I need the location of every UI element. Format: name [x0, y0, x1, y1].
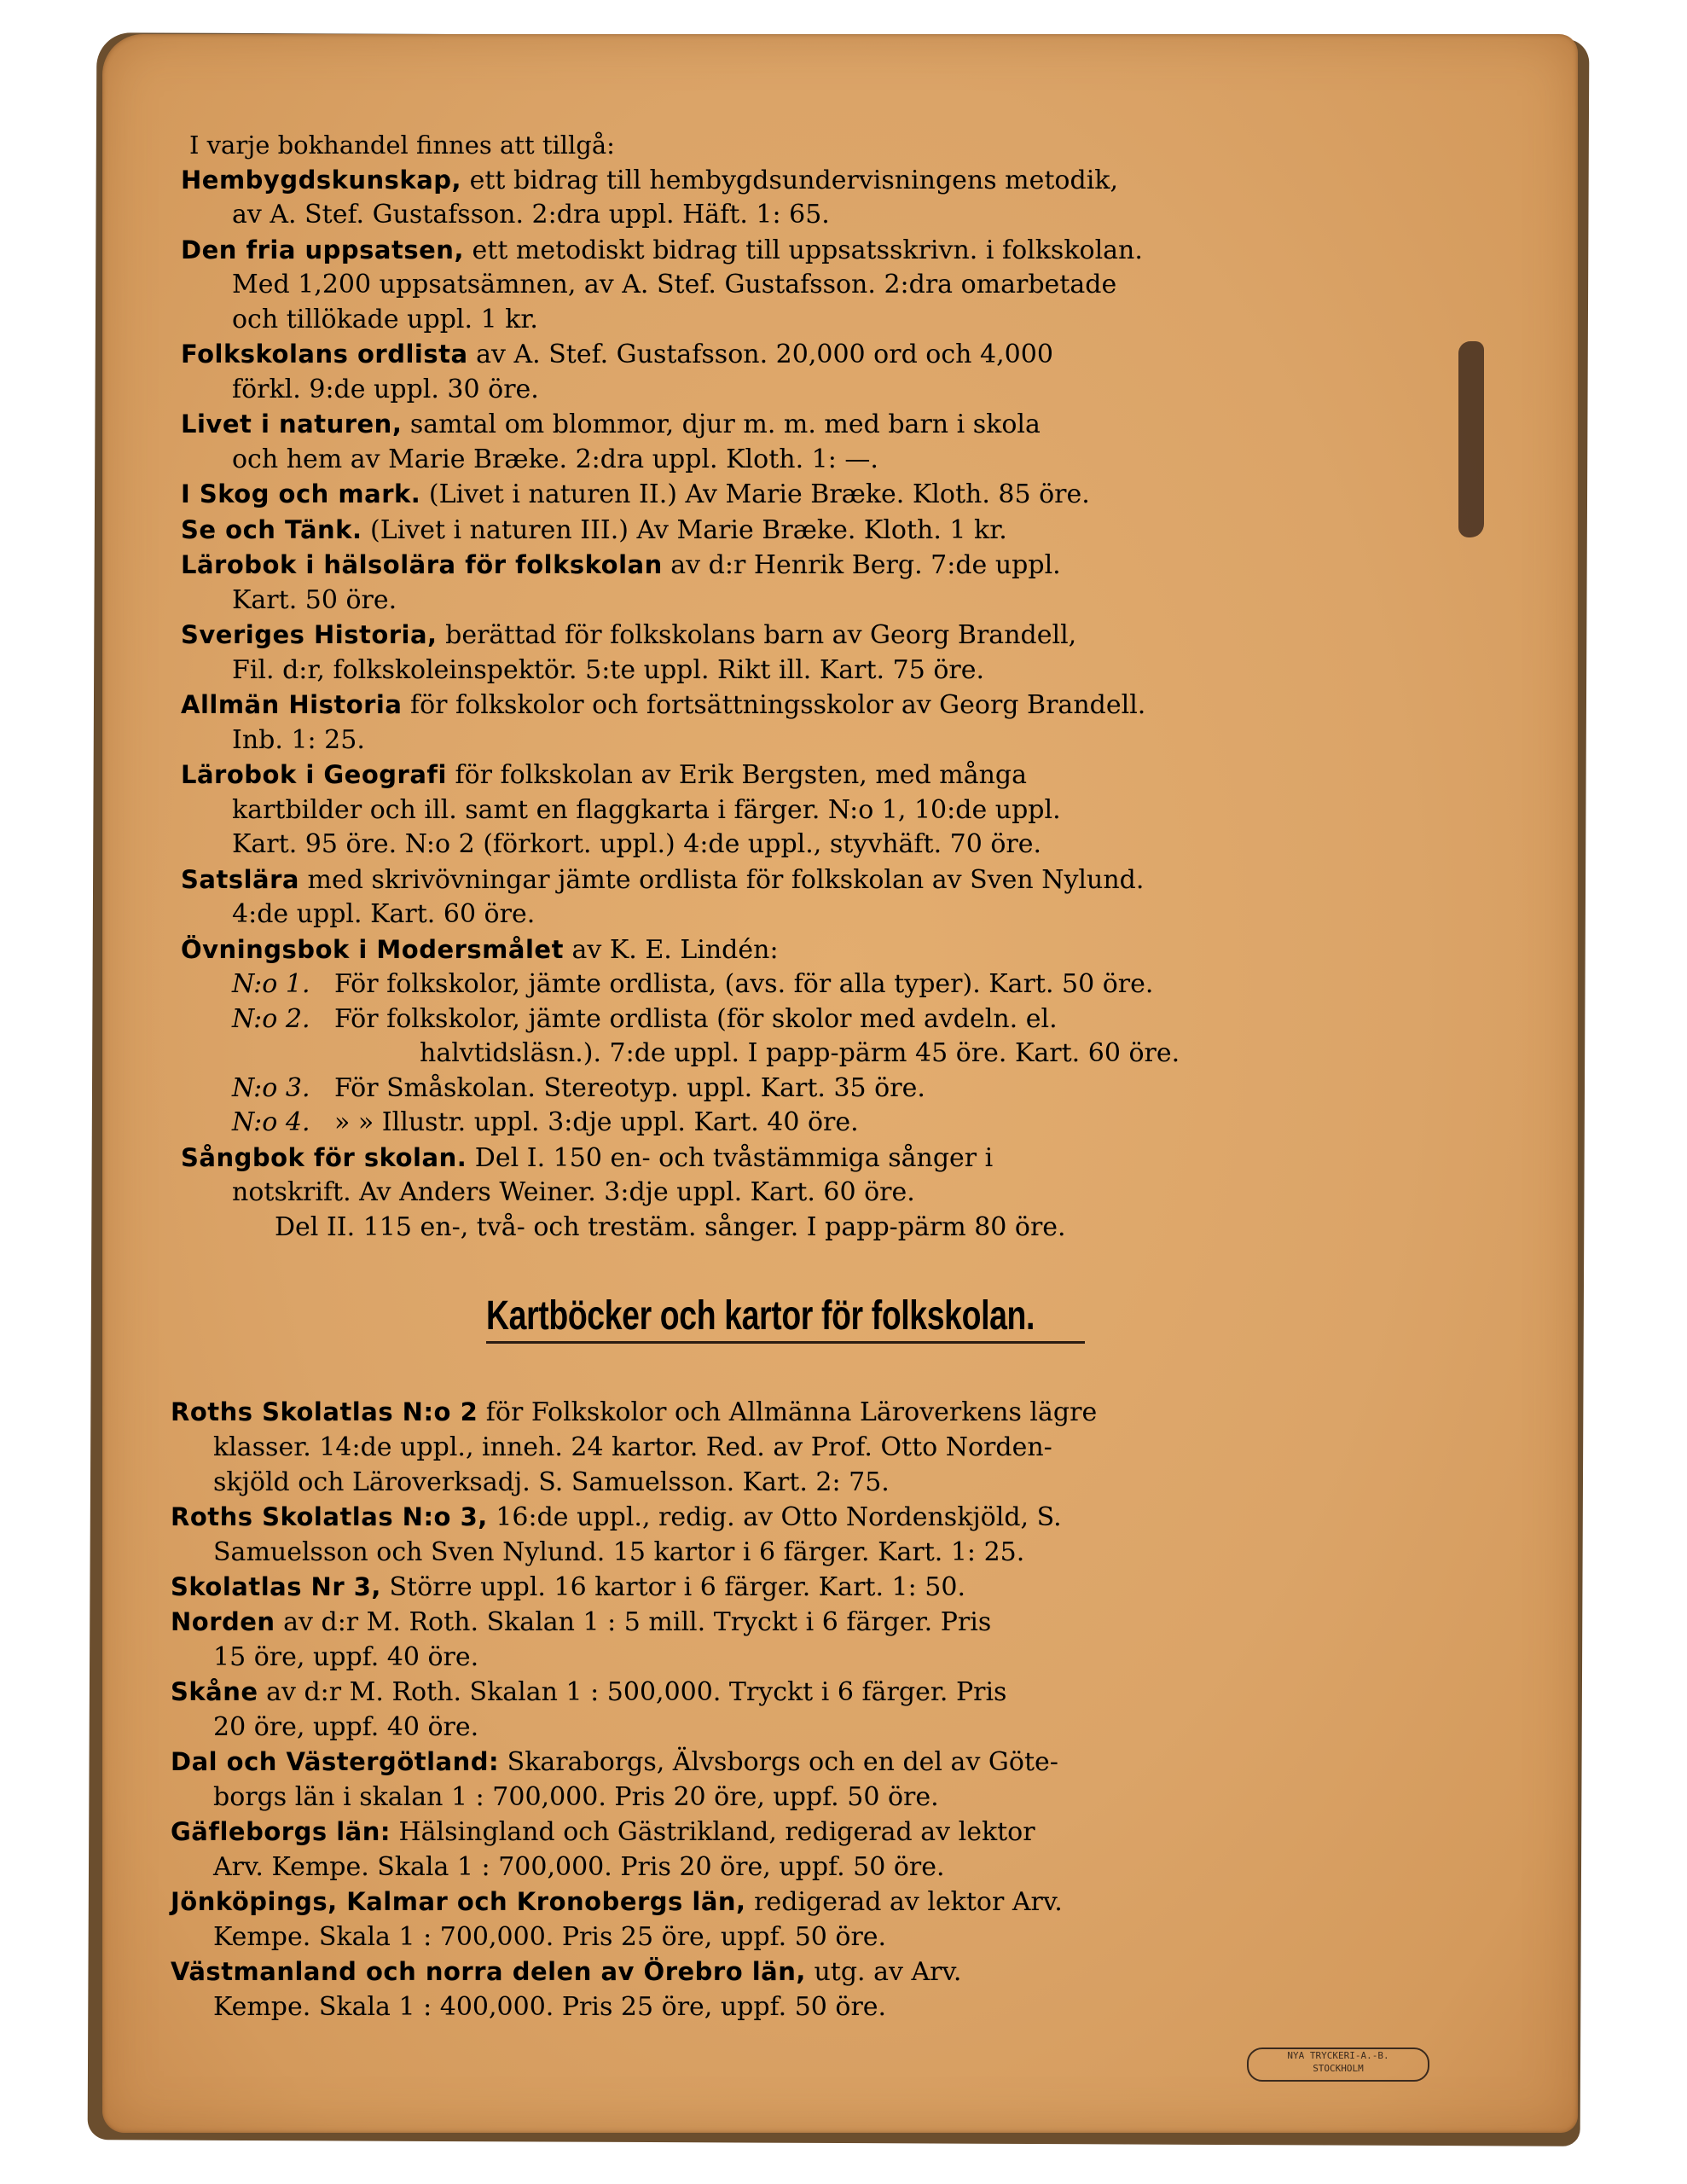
- book-cont: Kart. 50 öre.: [232, 584, 397, 615]
- map-cont: 15 öre, uppf. 40 öre.: [213, 1642, 479, 1672]
- book-entry: [181, 407, 1435, 477]
- book-text: samtal om blommor, djur m. m. med barn i skola: [409, 410, 1041, 439]
- book-cont: kartbilder och ill. samt en flaggkarta i färger. N:o 1, 10:de uppl.: [232, 794, 1061, 825]
- map-title: Västmanland och norra delen av Örebro län,: [171, 1957, 806, 1986]
- sangbok-entry: [181, 1141, 1435, 1246]
- volume-cont: halvtidsläsn.). 7:de uppl. I papp-pärm 45 öre. Kart. 60 öre.: [420, 1038, 1180, 1068]
- map-text: redigerad av lektor Arv.: [754, 1887, 1063, 1917]
- map-title: Jönköpings, Kalmar och Kronobergs län,: [171, 1887, 746, 1916]
- book-cont: av A. Stef. Gustafsson. 2:dra uppl. Häft. 1: 65.: [232, 200, 830, 229]
- ovningsbok-entry: [181, 932, 1435, 1141]
- section-heading: Kartböcker och kartor för folkskolan.: [486, 1292, 1085, 1344]
- book-entry: [181, 618, 1435, 688]
- book-title: Satslära: [181, 864, 299, 894]
- book-title: Sångbok för skolan.: [181, 1142, 467, 1172]
- volume-row: [181, 1106, 1435, 1141]
- map-list: [171, 1395, 1450, 2024]
- book-entry: [181, 758, 1435, 863]
- book-cont: Fil. d:r, folkskoleinspektör. 5:te uppl. Rikt ill. Kart. 75 öre.: [232, 654, 985, 685]
- map-entry: [171, 1885, 1450, 1955]
- volume-text: För folkskolor, jämte ordlista (för skolor med avdeln. el.: [334, 1003, 1058, 1034]
- map-entry: [171, 1675, 1450, 1745]
- map-title: Skåne: [171, 1677, 258, 1706]
- book-title: Folkskolans ordlista: [181, 340, 468, 369]
- map-cont: borgs län i skalan 1 : 700,000. Pris 20 öre, uppf. 50 öre.: [213, 1782, 939, 1812]
- book-entry: [181, 477, 1435, 513]
- map-cont: Arv. Kempe. Skala 1 : 700,000. Pris 20 öre, uppf. 50 öre.: [213, 1852, 945, 1882]
- volume-row: [181, 1072, 1435, 1107]
- map-cont: Kempe. Skala 1 : 400,000. Pris 25 öre, uppf. 50 öre.: [213, 1992, 887, 2022]
- map-entry: [171, 1395, 1450, 1500]
- book-text: (Livet i naturen III.) Av Marie Bræke. Kloth. 1 kr.: [370, 514, 1007, 545]
- book-title: Sveriges Historia,: [181, 620, 438, 649]
- map-title: Roths Skolatlas N:o 3,: [171, 1502, 488, 1531]
- map-text: av d:r M. Roth. Skalan 1 : 500,000. Tryckt i 6 färger. Pris: [266, 1677, 1007, 1707]
- map-title: Roths Skolatlas N:o 2: [171, 1397, 478, 1426]
- volume-number: N:o 4.: [232, 1107, 310, 1137]
- volume-number: N:o 3.: [232, 1072, 310, 1103]
- map-entry: [171, 1815, 1450, 1885]
- book-title: Allmän Historia: [181, 690, 403, 719]
- map-entry: [171, 1500, 1450, 1570]
- printer-city: STOCKHOLM: [1313, 2063, 1364, 2074]
- book-text: (Livet i naturen II.) Av Marie Bræke. Kloth. 85 öre.: [428, 479, 1090, 509]
- intro-line: I varje bokhandel finnes att tillgå:: [189, 131, 615, 160]
- book-cont: Inb. 1: 25.: [232, 724, 365, 755]
- map-entry: [171, 1745, 1450, 1815]
- book-cont: och tillökade uppl. 1 kr.: [232, 304, 538, 334]
- book-text: av d:r Henrik Berg. 7:de uppl.: [670, 550, 1061, 580]
- book-text: för folkskolan av Erik Bergsten, med många: [455, 760, 1028, 790]
- map-entry: [171, 1955, 1450, 2024]
- volume-text: » » Illustr. uppl. 3:dje uppl. Kart. 40 öre.: [334, 1107, 859, 1137]
- book-entry: [181, 337, 1435, 407]
- map-entry: [171, 1605, 1450, 1675]
- book-cont: 4:de uppl. Kart. 60 öre.: [232, 899, 536, 929]
- book-cont: notskrift. Av Anders Weiner. 3:dje uppl. Kart. 60 öre.: [232, 1177, 915, 1207]
- map-text: för Folkskolor och Allmänna Läroverkens lägre: [485, 1397, 1098, 1427]
- map-text: 16:de uppl., redig. av Otto Nordenskjöld, S.: [496, 1502, 1062, 1532]
- volume-row: [181, 967, 1435, 1002]
- book-cont: och hem av Marie Bræke. 2:dra uppl. Kloth. 1: —.: [232, 444, 878, 474]
- book-entry: [181, 513, 1435, 549]
- book-text: av A. Stef. Gustafsson. 20,000 ord och 4,000: [476, 340, 1053, 369]
- volume-text: För Småskolan. Stereotyp. uppl. Kart. 35 öre.: [334, 1072, 925, 1103]
- map-cont: 20 öre, uppf. 40 öre.: [213, 1712, 479, 1742]
- map-text: Hälsingland och Gästrikland, redigerad av lektor: [398, 1817, 1035, 1847]
- book-title: Lärobok i hälsolära för folkskolan: [181, 550, 663, 579]
- map-title: Dal och Västergötland:: [171, 1747, 500, 1776]
- map-text: Skaraborgs, Älvsborgs och en del av Göte-: [507, 1747, 1058, 1777]
- map-cont: skjöld och Läroverksadj. S. Samuelsson. Kart. 2: 75.: [213, 1467, 890, 1497]
- book-title: Den fria uppsatsen,: [181, 235, 464, 264]
- printer-stamp: [1247, 2048, 1429, 2082]
- map-cont: Samuelsson och Sven Nylund. 15 kartor i 6 färger. Kart. 1: 25.: [213, 1537, 1025, 1567]
- map-cont: Kempe. Skala 1 : 700,000. Pris 25 öre, uppf. 50 öre.: [213, 1922, 887, 1952]
- volume-number: N:o 2.: [232, 1003, 310, 1034]
- book-text: berättad för folkskolans barn av Georg Brandell,: [445, 620, 1077, 650]
- book-cont: Med 1,200 uppsatsämnen, av A. Stef. Gustafsson. 2:dra omarbetade: [232, 270, 1117, 299]
- book-title: Se och Tänk.: [181, 514, 362, 544]
- book-title: I Skog och mark.: [181, 479, 421, 508]
- map-cont: klasser. 14:de uppl., inneh. 24 kartor. Red. av Prof. Otto Norden-: [213, 1432, 1052, 1462]
- book-text: Del I. 150 en- och tvåstämmiga sånger i: [474, 1142, 994, 1173]
- book-entry: [181, 233, 1435, 338]
- book-entry: [181, 163, 1435, 233]
- wear-mark: [1458, 341, 1484, 537]
- book-text: ett metodiskt bidrag till uppsatsskrivn. i folkskolan.: [472, 235, 1143, 265]
- book-title: Lärobok i Geografi: [181, 760, 447, 789]
- volume-text: För folkskolor, jämte ordlista, (avs. för alla typer). Kart. 50 öre.: [334, 969, 1154, 999]
- map-title: Norden: [171, 1607, 275, 1636]
- book-cont: förkl. 9:de uppl. 30 öre.: [232, 374, 539, 404]
- printer-name: NYA TRYCKERI-A.-B.: [1287, 2050, 1389, 2061]
- book-entry: [181, 863, 1435, 932]
- book-title: Övningsbok i Modersmålet: [181, 934, 564, 964]
- map-text: av d:r M. Roth. Skalan 1 : 5 mill. Tryckt i 6 färger. Pris: [283, 1607, 992, 1637]
- book-cont: Kart. 95 öre. N:o 2 (förkort. uppl.) 4:de uppl., styvhäft. 70 öre.: [232, 829, 1042, 859]
- book-text: av K. E. Lindén:: [571, 934, 779, 965]
- book-text: med skrivövningar jämte ordlista för folkskolan av Sven Nylund.: [307, 864, 1145, 895]
- book-entry: [181, 548, 1435, 618]
- book-title: Livet i naturen,: [181, 410, 403, 439]
- book-list: [181, 128, 1435, 1245]
- book-cont: Del II. 115 en-, två- och trestäm. sånger. I papp-pärm 80 öre.: [275, 1211, 1066, 1242]
- book-text: ett bidrag till hembygdsundervisningens metodik,: [469, 165, 1119, 195]
- book-title: Hembygdskunskap,: [181, 165, 462, 195]
- map-entry: [171, 1570, 1450, 1605]
- book-text: för folkskolor och fortsättningsskolor av Georg Brandell.: [409, 690, 1146, 720]
- map-title: Skolatlas Nr 3,: [171, 1572, 381, 1601]
- map-text: Större uppl. 16 kartor i 6 färger. Kart. 1: 50.: [389, 1572, 965, 1602]
- map-text: utg. av Arv.: [814, 1957, 962, 1987]
- volume-number: N:o 1.: [232, 969, 310, 999]
- book-entry: [181, 688, 1435, 758]
- volume-row: [181, 1002, 1435, 1037]
- map-title: Gäfleborgs län:: [171, 1817, 391, 1846]
